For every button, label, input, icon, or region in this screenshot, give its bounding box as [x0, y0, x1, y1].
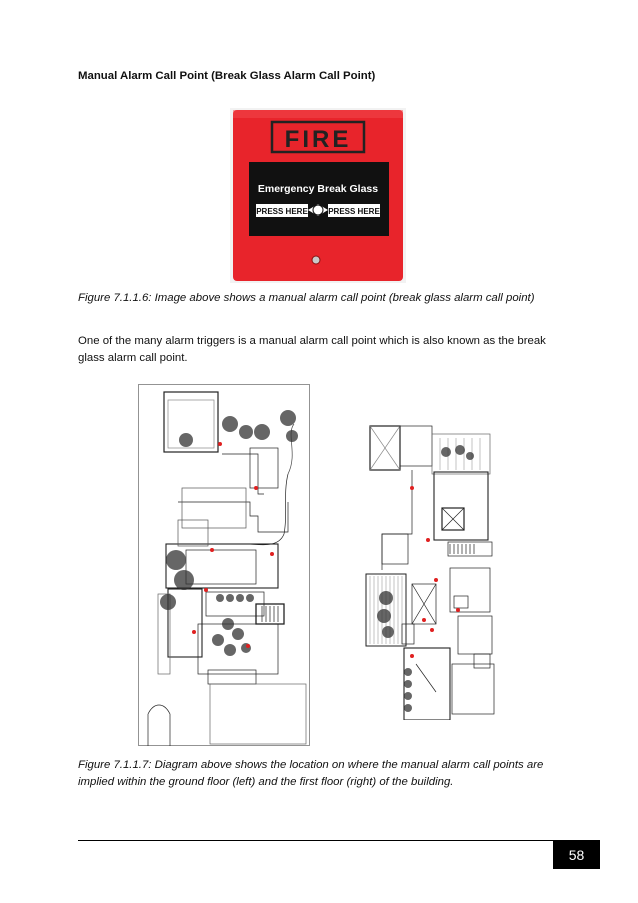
fire-alarm-call-point-photo	[230, 108, 406, 283]
fire-label: FIRE	[284, 126, 352, 153]
glass-label: Emergency Break Glass	[257, 183, 379, 195]
section-heading: Manual Alarm Call Point (Break Glass Alarm Call Point)	[78, 70, 376, 82]
ground-floor-plan	[138, 384, 310, 746]
first-floor-plan	[362, 420, 498, 720]
body-paragraph: One of the many alarm triggers is a manual alarm call point which is also known as the break glass alarm call point.	[78, 335, 546, 364]
figure-caption-1: Figure 7.1.1.6: Image above shows a manual alarm call point (break glass alarm call point)	[78, 292, 535, 304]
page-number: 58	[553, 841, 600, 869]
footer-rule	[78, 840, 600, 841]
press-here-left: PRESS HERE	[256, 207, 308, 216]
alarm-call-point-markers-first-floor	[410, 486, 460, 658]
figure-caption-2: Figure 7.1.1.7: Diagram above shows the location on where the manual alarm call points are implied within the ground floor (left) and the first floor (right) of the building.	[78, 759, 544, 788]
press-here-right: PRESS HERE	[328, 207, 380, 216]
